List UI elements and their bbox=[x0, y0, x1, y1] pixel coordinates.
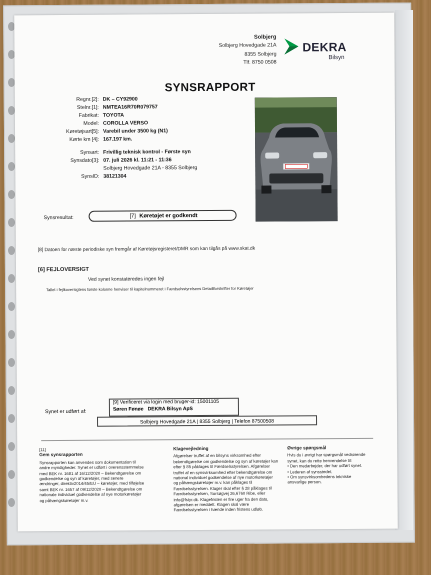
footer-divider bbox=[41, 438, 373, 441]
field-label: Model: bbox=[83, 120, 99, 127]
field-label: Synsdato[3]: bbox=[70, 158, 100, 165]
footer-column-save bbox=[39, 446, 144, 503]
punch-hole bbox=[8, 498, 15, 507]
signer-verification-box bbox=[109, 398, 239, 417]
punch-hole bbox=[8, 190, 15, 199]
list-item: • Om synsvirksomhedens tekniske ansvarlige person. bbox=[287, 474, 352, 485]
field-label: SynsID: bbox=[81, 173, 100, 181]
field-value: Varebil under 3500 kg (N1) bbox=[102, 127, 168, 135]
vehicle-fields bbox=[43, 96, 198, 182]
station-street: Solbjerg Hovedgade 21A bbox=[218, 42, 277, 50]
footer-heading: Klagevejledning bbox=[173, 445, 209, 452]
field-value: 167.197 km. bbox=[103, 136, 133, 143]
result-code: [7] bbox=[129, 213, 136, 220]
defects-heading: [6] FEJLOVERSIGT bbox=[37, 266, 89, 274]
punch-hole bbox=[8, 386, 15, 395]
field-value: TOYOTA bbox=[102, 112, 125, 119]
footer-column-questions bbox=[287, 445, 367, 485]
field-value: 38121304 bbox=[103, 173, 127, 180]
footer-column-complaints bbox=[173, 446, 278, 514]
field-label: Køretøjsart[5]: bbox=[66, 128, 100, 135]
punch-hole bbox=[8, 470, 15, 479]
field-value: Frivillig teknisk kontrol - Første syn bbox=[103, 149, 191, 157]
list-item: • Den medarbejder, der har udført synet. bbox=[287, 463, 363, 469]
station-phone: Tlf. 8750 0508 bbox=[243, 59, 277, 66]
field-row bbox=[43, 173, 197, 182]
verified-text: [9] Verificeret via login med bruger-id: 15001105 bbox=[112, 398, 220, 406]
no-defects-text: Ved synet konstateredes ingen fejl bbox=[88, 276, 165, 283]
station-address bbox=[219, 34, 277, 68]
signer-block bbox=[97, 397, 317, 429]
footer-text: Afgørelser truffet af en bilsyns virksomhed efter bekendtgørelse om godkendelse og syn af køretøjer kan efter § 85 påklages til Færdselsstyrelsen. Afgørelser truffet af en synsvirksomhed efter bekendtgørelse om national individuel godkendelse af nye motorkøretøjer og påhængskøretøjer m.v. kan påklages til Færdselsstyrelsen. Klager skal efter § 28 påklages til Færdselsstyrelsen, Sorsøgvej 26,6760 Ribe, eller info@fstyr.dk. Klagefristen er fire uger fra den dato, afgørelsen er meddelt. Klagen skal være Færdselsstyrelsen i hænde inden fristens udløb. bbox=[173, 453, 279, 513]
field-label: Regnr.[2]: bbox=[76, 96, 99, 103]
punch-hole bbox=[8, 414, 15, 423]
dekra-logo bbox=[284, 38, 364, 69]
field-label: Synsart: bbox=[80, 150, 100, 157]
punch-hole bbox=[8, 358, 15, 367]
footer-ref: [11] bbox=[39, 447, 46, 453]
vehicle-photo bbox=[255, 97, 338, 222]
result-label: Synsresultat: bbox=[43, 214, 74, 222]
field-label: Kørte km [4]: bbox=[69, 136, 100, 143]
footer-heading: Øvrige spørgsmål bbox=[287, 445, 327, 451]
inspection-report-page bbox=[14, 13, 398, 532]
field-label: Fabrikat: bbox=[78, 112, 99, 119]
punch-hole bbox=[8, 442, 15, 451]
field-value: 07. juli 2026 kl. 11:21 - 11:36 bbox=[103, 157, 172, 165]
result-text: Køretøjet er godkendt bbox=[139, 213, 198, 220]
dekra-logo-icon bbox=[284, 38, 298, 54]
list-item: • Lederen af synsstedet. bbox=[287, 468, 333, 475]
defects-legend: Tallet i fejlkoversigtens første kolonne henviser til kapitelnummeret i Færdselsstyrelsens Detaillforskrifter for Køretøjer bbox=[46, 285, 254, 293]
signer-address: Solbjerg Hovedgade 21A | 8355 Solbjerg | Telefon 87500508 bbox=[97, 415, 317, 427]
footer-text: Synsrapporten kan anvendes som dokumentation til andre myndigheder. Synet er udført i overensstemmelse med BEK nr. 1681 af 16/12/2020 – Bekendtgørelse om godkendelse og syn af køretøjer, med senere ændringer, direktiv2014/45/EU – køretøjer, med tilføjelse samt BEK nr. 1657 af 09/12/2020 – Bekendtgørelse om nationale individuel godkendelse af nye motorkøretøjer og påhængskøretøjer m.v. bbox=[39, 459, 145, 503]
punch-hole bbox=[8, 302, 15, 311]
punch-hole bbox=[8, 330, 15, 339]
brand-sub: Bilsyn bbox=[328, 55, 345, 62]
page-title: SYNSRAPPORT bbox=[164, 81, 256, 95]
field-value: COROLLA VERSO bbox=[102, 120, 149, 127]
punch-hole bbox=[8, 218, 15, 227]
brand-name: DEKRA bbox=[302, 40, 347, 55]
field-value: DK – CY92900 bbox=[102, 96, 138, 103]
sleeve-edge bbox=[395, 10, 413, 530]
signer-label: Synet er udført af: bbox=[44, 408, 87, 416]
punch-hole bbox=[8, 246, 15, 255]
station-city: 8355 Solbjerg bbox=[244, 51, 277, 58]
punch-hole bbox=[8, 134, 15, 143]
inspection-location: Solbjerg Hovedgade 21A - 8355 Solbjerg bbox=[103, 165, 198, 172]
station-name: Solbjerg bbox=[253, 34, 277, 41]
signer-name: Søren Fønøe bbox=[112, 406, 144, 413]
next-inspection-note: [8] Datoen for næste periodiske syn fremgår af Køretøjsregisteret/DMR som kan tilgås på www.skat.dk bbox=[37, 246, 256, 254]
signer-company: DEKRA Bilsyn ApS bbox=[147, 405, 193, 413]
result-box bbox=[89, 210, 237, 222]
footer-heading: Gem synsrapporten bbox=[39, 452, 83, 458]
field-label: Stelnr.[1]: bbox=[76, 104, 99, 111]
footer-text: Hvis du i øvrigt har spørgsmål vedrørende synet, kan du rette henvendelse til: bbox=[287, 452, 366, 464]
punch-hole bbox=[8, 274, 15, 283]
field-value: NMTEA16R70R079757 bbox=[102, 104, 158, 111]
car-photo-illustration bbox=[255, 97, 338, 222]
punch-hole bbox=[8, 162, 15, 171]
